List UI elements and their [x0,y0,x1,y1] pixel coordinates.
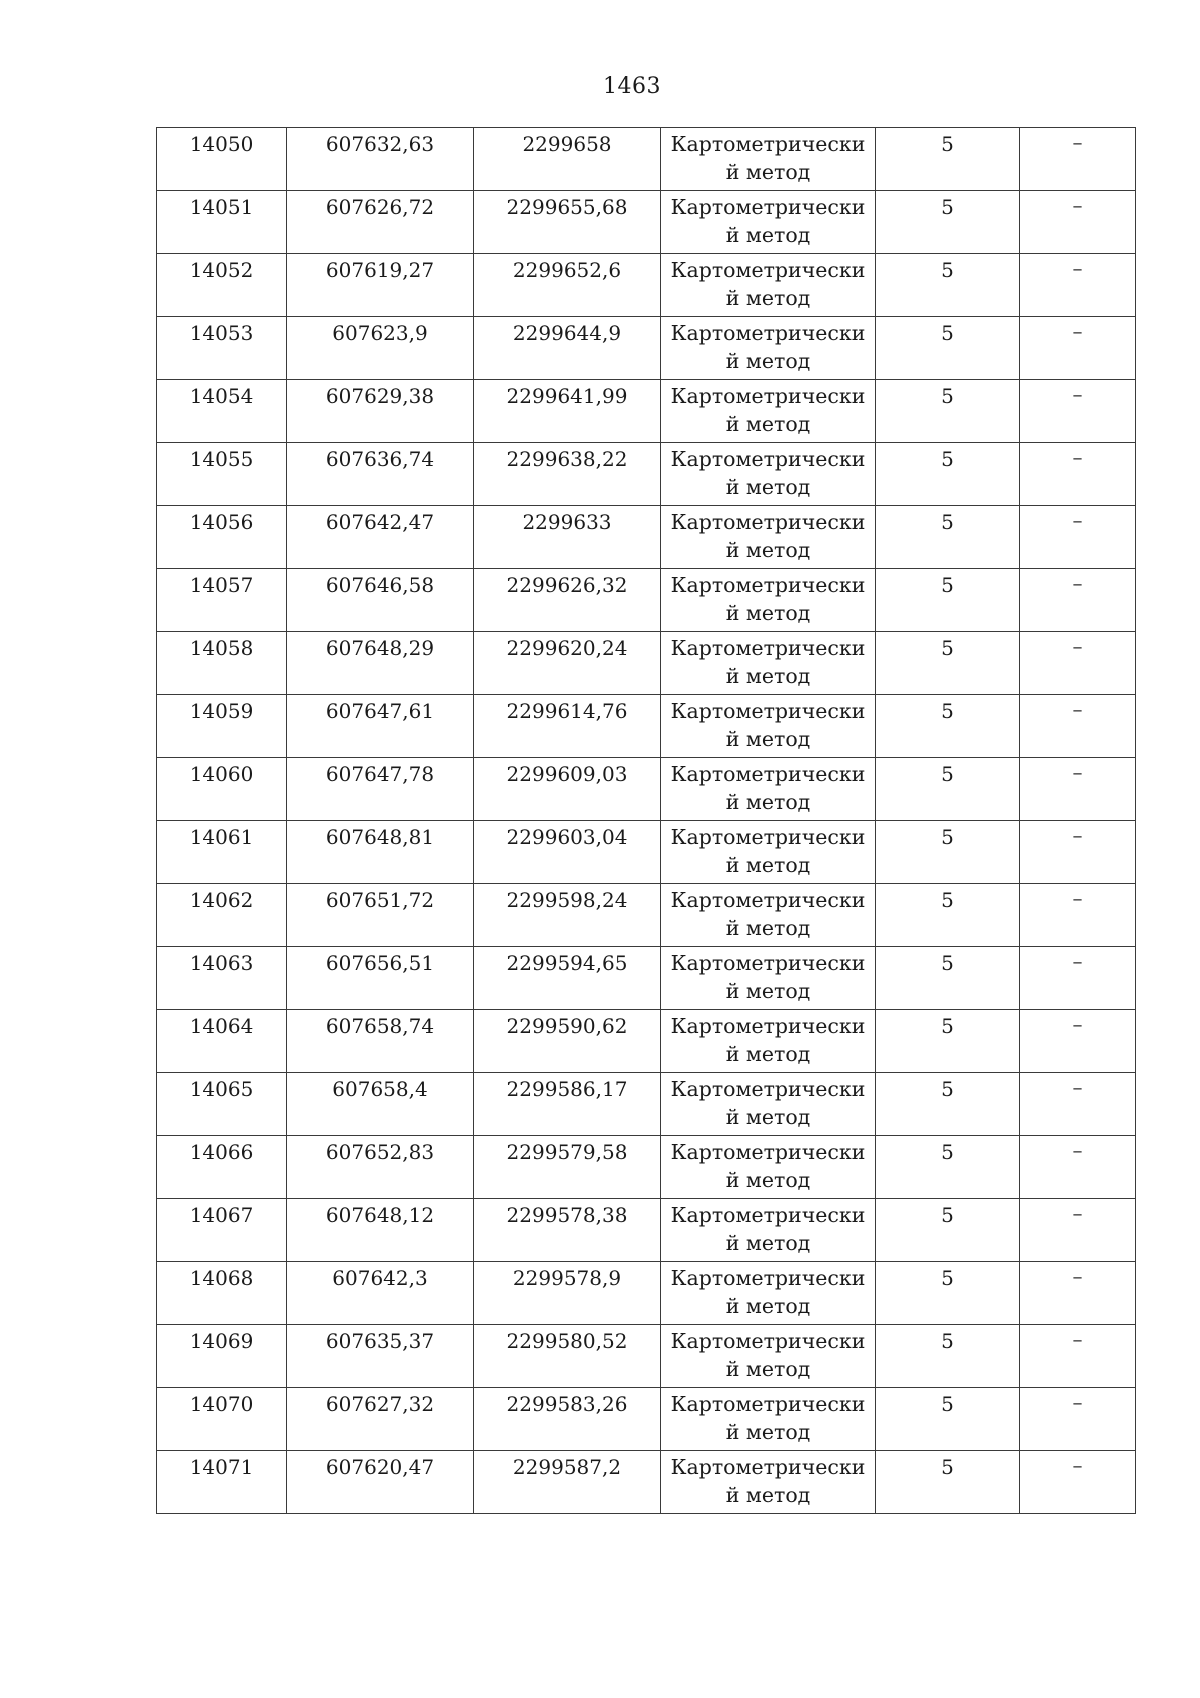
x-coordinate-cell-text: 607647,61 [325,699,435,723]
note-cell-text: – [1072,319,1083,343]
accuracy-cell [876,695,1020,758]
accuracy-cell [876,632,1020,695]
y-coordinate-cell [474,569,661,632]
y-coordinate-cell [474,1325,661,1388]
accuracy-cell [876,1451,1020,1514]
y-coordinate-cell [474,695,661,758]
x-coordinate-cell-text: 607648,12 [325,1203,435,1227]
table-row [157,632,1136,695]
x-coordinate-cell [287,1451,474,1514]
accuracy-cell-text: 5 [941,636,954,660]
x-coordinate-cell-text: 607646,58 [325,573,435,597]
x-coordinate-cell [287,506,474,569]
note-cell-text: – [1072,1390,1083,1414]
note-cell [1020,1262,1136,1325]
table-row [157,569,1136,632]
y-coordinate-cell [474,758,661,821]
table-row [157,758,1136,821]
point-number-cell-text: 14061 [189,825,254,849]
note-cell [1020,1199,1136,1262]
table-row [157,128,1136,191]
table-row [157,380,1136,443]
note-cell-text: – [1072,130,1083,154]
note-cell [1020,1388,1136,1451]
accuracy-cell [876,380,1020,443]
method-cell-text: Картометрически й метод [670,195,866,247]
point-number-cell [157,632,287,695]
point-number-cell [157,317,287,380]
x-coordinate-cell [287,443,474,506]
x-coordinate-cell [287,632,474,695]
note-cell-text: – [1072,1264,1083,1288]
x-coordinate-cell-text: 607658,4 [332,1077,428,1101]
accuracy-cell [876,1388,1020,1451]
note-cell [1020,1010,1136,1073]
note-cell [1020,1073,1136,1136]
y-coordinate-cell [474,1199,661,1262]
x-coordinate-cell-text: 607651,72 [325,888,435,912]
x-coordinate-cell-text: 607658,74 [325,1014,435,1038]
y-coordinate-cell-text: 2299652,6 [512,258,622,282]
method-cell [661,758,876,821]
x-coordinate-cell-text: 607623,9 [332,321,428,345]
y-coordinate-cell [474,947,661,1010]
accuracy-cell [876,1325,1020,1388]
x-coordinate-cell-text: 607636,74 [325,447,435,471]
x-coordinate-cell-text: 607656,51 [325,951,435,975]
y-coordinate-cell-text: 2299620,24 [506,636,628,660]
note-cell-text: – [1072,1138,1083,1162]
note-cell-text: – [1072,1201,1083,1225]
point-number-cell [157,380,287,443]
table-row [157,1199,1136,1262]
note-cell [1020,947,1136,1010]
method-cell-text: Картометрически й метод [670,1455,866,1507]
note-cell-text: – [1072,1453,1083,1477]
point-number-cell-text: 14068 [189,1266,254,1290]
table-row [157,1010,1136,1073]
method-cell [661,947,876,1010]
table-row [157,191,1136,254]
y-coordinate-cell [474,317,661,380]
x-coordinate-cell [287,1010,474,1073]
y-coordinate-cell-text: 2299578,38 [506,1203,628,1227]
point-number-cell-text: 14064 [189,1014,254,1038]
accuracy-cell [876,191,1020,254]
accuracy-cell [876,443,1020,506]
method-cell [661,1073,876,1136]
method-cell-text: Картометрически й метод [670,888,866,940]
y-coordinate-cell [474,254,661,317]
method-cell-text: Картометрически й метод [670,1077,866,1129]
x-coordinate-cell-text: 607619,27 [325,258,435,282]
y-coordinate-cell-text: 2299580,52 [506,1329,628,1353]
accuracy-cell-text: 5 [941,510,954,534]
accuracy-cell-text: 5 [941,132,954,156]
accuracy-cell-text: 5 [941,1266,954,1290]
method-cell-text: Картометрически й метод [670,825,866,877]
point-number-cell-text: 14060 [189,762,254,786]
method-cell-text: Картометрически й метод [670,1014,866,1066]
note-cell [1020,128,1136,191]
accuracy-cell-text: 5 [941,195,954,219]
accuracy-cell [876,884,1020,947]
point-number-cell [157,254,287,317]
x-coordinate-cell-text: 607642,3 [332,1266,428,1290]
method-cell-text: Картометрически й метод [670,258,866,310]
x-coordinate-cell [287,1325,474,1388]
accuracy-cell [876,1199,1020,1262]
accuracy-cell [876,1136,1020,1199]
point-number-cell-text: 14071 [189,1455,254,1479]
point-number-cell [157,1325,287,1388]
point-number-cell-text: 14056 [189,510,254,534]
y-coordinate-cell-text: 2299594,65 [506,951,628,975]
note-cell-text: – [1072,256,1083,280]
x-coordinate-cell [287,884,474,947]
method-cell-text: Картометрически й метод [670,1392,866,1444]
x-coordinate-cell-text: 607632,63 [325,132,435,156]
y-coordinate-cell-text: 2299578,9 [512,1266,622,1290]
accuracy-cell [876,1010,1020,1073]
note-cell [1020,1451,1136,1514]
x-coordinate-cell-text: 607652,83 [325,1140,435,1164]
table-row [157,1073,1136,1136]
method-cell-text: Картометрически й метод [670,1203,866,1255]
y-coordinate-cell-text: 2299638,22 [506,447,628,471]
accuracy-cell-text: 5 [941,1392,954,1416]
method-cell-text: Картометрически й метод [670,951,866,1003]
note-cell-text: – [1072,1075,1083,1099]
note-cell-text: – [1072,193,1083,217]
point-number-cell-text: 14059 [189,699,254,723]
coordinates-table [156,127,1136,1514]
method-cell-text: Картометрически й метод [670,132,866,184]
method-cell [661,1262,876,1325]
y-coordinate-cell-text: 2299586,17 [506,1077,628,1101]
method-cell-text: Картометрически й метод [670,573,866,625]
accuracy-cell-text: 5 [941,825,954,849]
x-coordinate-cell-text: 607627,32 [325,1392,435,1416]
note-cell [1020,1325,1136,1388]
table-row [157,1325,1136,1388]
x-coordinate-cell [287,947,474,1010]
point-number-cell-text: 14058 [189,636,254,660]
point-number-cell [157,695,287,758]
y-coordinate-cell [474,1136,661,1199]
y-coordinate-cell-text: 2299626,32 [506,573,628,597]
accuracy-cell-text: 5 [941,1140,954,1164]
y-coordinate-cell [474,1010,661,1073]
note-cell-text: – [1072,760,1083,784]
note-cell [1020,695,1136,758]
method-cell-text: Картометрически й метод [670,447,866,499]
y-coordinate-cell [474,1451,661,1514]
y-coordinate-cell [474,506,661,569]
method-cell [661,695,876,758]
table-row [157,506,1136,569]
page-number: 1463 [603,74,661,99]
method-cell-text: Картометрически й метод [670,510,866,562]
accuracy-cell [876,758,1020,821]
method-cell-text: Картометрически й метод [670,1329,866,1381]
y-coordinate-cell-text: 2299579,58 [506,1140,628,1164]
accuracy-cell-text: 5 [941,321,954,345]
accuracy-cell-text: 5 [941,1329,954,1353]
point-number-cell-text: 14055 [189,447,254,471]
point-number-cell [157,506,287,569]
accuracy-cell-text: 5 [941,888,954,912]
note-cell-text: – [1072,382,1083,406]
accuracy-cell-text: 5 [941,1203,954,1227]
accuracy-cell-text: 5 [941,1455,954,1479]
note-cell [1020,569,1136,632]
point-number-cell-text: 14052 [189,258,254,282]
point-number-cell [157,758,287,821]
point-number-cell [157,947,287,1010]
point-number-cell-text: 14065 [189,1077,254,1101]
method-cell [661,1325,876,1388]
x-coordinate-cell [287,1136,474,1199]
note-cell-text: – [1072,949,1083,973]
method-cell [661,128,876,191]
note-cell [1020,443,1136,506]
x-coordinate-cell [287,254,474,317]
x-coordinate-cell [287,191,474,254]
accuracy-cell-text: 5 [941,384,954,408]
y-coordinate-cell-text: 2299587,2 [512,1455,622,1479]
x-coordinate-cell-text: 607647,78 [325,762,435,786]
accuracy-cell-text: 5 [941,573,954,597]
method-cell-text: Картометрически й метод [670,1140,866,1192]
point-number-cell [157,1136,287,1199]
method-cell-text: Картометрически й метод [670,321,866,373]
table-row [157,821,1136,884]
accuracy-cell [876,506,1020,569]
point-number-cell-text: 14067 [189,1203,254,1227]
y-coordinate-cell-text: 2299614,76 [506,699,628,723]
accuracy-cell-text: 5 [941,258,954,282]
accuracy-cell [876,1262,1020,1325]
note-cell [1020,506,1136,569]
x-coordinate-cell [287,1262,474,1325]
table-row [157,1388,1136,1451]
note-cell-text: – [1072,1327,1083,1351]
y-coordinate-cell-text: 2299598,24 [506,888,628,912]
accuracy-cell [876,569,1020,632]
point-number-cell [157,191,287,254]
method-cell [661,254,876,317]
y-coordinate-cell-text: 2299655,68 [506,195,628,219]
point-number-cell [157,1010,287,1073]
accuracy-cell [876,317,1020,380]
method-cell [661,317,876,380]
point-number-cell-text: 14050 [189,132,254,156]
y-coordinate-cell [474,884,661,947]
x-coordinate-cell-text: 607620,47 [325,1455,435,1479]
method-cell-text: Картометрически й метод [670,1266,866,1318]
y-coordinate-cell [474,1262,661,1325]
method-cell [661,191,876,254]
point-number-cell-text: 14063 [189,951,254,975]
method-cell [661,443,876,506]
y-coordinate-cell-text: 2299658 [522,132,612,156]
note-cell [1020,758,1136,821]
note-cell [1020,821,1136,884]
table-row [157,1262,1136,1325]
point-number-cell [157,884,287,947]
x-coordinate-cell [287,1388,474,1451]
y-coordinate-cell-text: 2299609,03 [506,762,628,786]
method-cell [661,1136,876,1199]
point-number-cell-text: 14066 [189,1140,254,1164]
y-coordinate-cell-text: 2299644,9 [512,321,622,345]
method-cell [661,1451,876,1514]
method-cell-text: Картометрически й метод [670,384,866,436]
point-number-cell [157,1073,287,1136]
x-coordinate-cell [287,317,474,380]
y-coordinate-cell [474,821,661,884]
point-number-cell-text: 14062 [189,888,254,912]
y-coordinate-cell [474,380,661,443]
accuracy-cell [876,1073,1020,1136]
table-row [157,317,1136,380]
x-coordinate-cell [287,1199,474,1262]
note-cell [1020,254,1136,317]
table-row [157,254,1136,317]
point-number-cell [157,569,287,632]
point-number-cell [157,1262,287,1325]
point-number-cell-text: 14054 [189,384,254,408]
note-cell [1020,1136,1136,1199]
note-cell [1020,380,1136,443]
y-coordinate-cell [474,1388,661,1451]
y-coordinate-cell [474,128,661,191]
x-coordinate-cell [287,380,474,443]
point-number-cell-text: 14070 [189,1392,254,1416]
point-number-cell-text: 14057 [189,573,254,597]
table-row [157,947,1136,1010]
y-coordinate-cell-text: 2299603,04 [506,825,628,849]
table-row [157,1136,1136,1199]
x-coordinate-cell-text: 607648,81 [325,825,435,849]
accuracy-cell-text: 5 [941,699,954,723]
note-cell-text: – [1072,445,1083,469]
method-cell [661,1199,876,1262]
table-row [157,884,1136,947]
method-cell-text: Картометрически й метод [670,636,866,688]
note-cell-text: – [1072,697,1083,721]
method-cell-text: Картометрически й метод [670,762,866,814]
x-coordinate-cell-text: 607635,37 [325,1329,435,1353]
y-coordinate-cell [474,1073,661,1136]
point-number-cell [157,443,287,506]
y-coordinate-cell-text: 2299590,62 [506,1014,628,1038]
table-row [157,1451,1136,1514]
note-cell-text: – [1072,823,1083,847]
note-cell-text: – [1072,1012,1083,1036]
x-coordinate-cell-text: 607648,29 [325,636,435,660]
x-coordinate-cell [287,569,474,632]
x-coordinate-cell-text: 607642,47 [325,510,435,534]
table-row [157,443,1136,506]
y-coordinate-cell-text: 2299583,26 [506,1392,628,1416]
note-cell-text: – [1072,571,1083,595]
accuracy-cell-text: 5 [941,1014,954,1038]
x-coordinate-cell [287,758,474,821]
point-number-cell [157,1451,287,1514]
x-coordinate-cell [287,1073,474,1136]
accuracy-cell [876,128,1020,191]
note-cell [1020,632,1136,695]
y-coordinate-cell-text: 2299633 [522,510,612,534]
accuracy-cell-text: 5 [941,1077,954,1101]
y-coordinate-cell [474,443,661,506]
accuracy-cell [876,821,1020,884]
point-number-cell-text: 14053 [189,321,254,345]
note-cell [1020,317,1136,380]
x-coordinate-cell-text: 607629,38 [325,384,435,408]
method-cell [661,632,876,695]
y-coordinate-cell [474,191,661,254]
point-number-cell [157,1388,287,1451]
note-cell [1020,191,1136,254]
x-coordinate-cell [287,695,474,758]
point-number-cell-text: 14051 [189,195,254,219]
accuracy-cell-text: 5 [941,447,954,471]
note-cell-text: – [1072,634,1083,658]
method-cell [661,380,876,443]
x-coordinate-cell-text: 607626,72 [325,195,435,219]
point-number-cell [157,1199,287,1262]
method-cell-text: Картометрически й метод [670,699,866,751]
point-number-cell [157,128,287,191]
y-coordinate-cell [474,632,661,695]
accuracy-cell [876,254,1020,317]
method-cell [661,1388,876,1451]
method-cell [661,506,876,569]
y-coordinate-cell-text: 2299641,99 [506,384,628,408]
point-number-cell [157,821,287,884]
x-coordinate-cell [287,128,474,191]
x-coordinate-cell [287,821,474,884]
method-cell [661,1010,876,1073]
table-body [157,128,1136,1514]
accuracy-cell-text: 5 [941,951,954,975]
accuracy-cell [876,947,1020,1010]
note-cell-text: – [1072,508,1083,532]
method-cell [661,821,876,884]
method-cell [661,884,876,947]
method-cell [661,569,876,632]
accuracy-cell-text: 5 [941,762,954,786]
note-cell [1020,884,1136,947]
point-number-cell-text: 14069 [189,1329,254,1353]
note-cell-text: – [1072,886,1083,910]
table-row [157,695,1136,758]
